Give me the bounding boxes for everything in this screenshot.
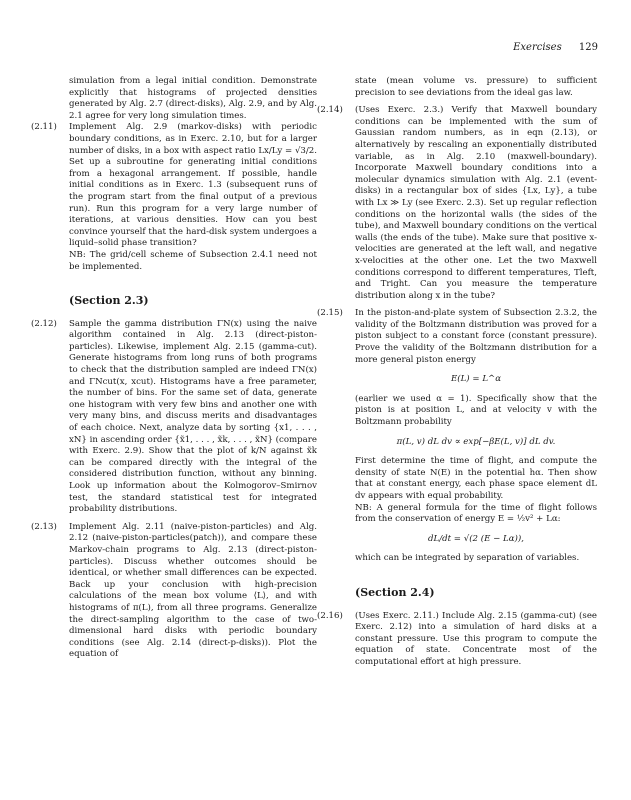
equation: π(L, v) dL dv ∝ exp[−βE(L, v)] dL dv.: [396, 436, 556, 447]
exercise-number: (2.12): [31, 318, 57, 329]
exercise-text: Implement Alg. 2.9 (markov-disks) with periodic boundary conditions, as in Exerc. 2.10, but for a larger number of disks, in a box with aspect ratio Lx/Ly = √3/2. Set up a subroutine for generating initial conditions from a hexagonal arrangement. If possible, handle initial conditions as in Exerc. 1.3 (subsequent runs of the program start from the final output of a previous run). Run this program for a very large number of iterations, at various densities. How can you best convince yourself that the hard-disk system undergoes a liquid–solid phase transition?: [69, 122, 317, 249]
right-column: [317, 76, 597, 669]
equation: dL/dt = √(2 (E − Lα)),: [428, 533, 524, 544]
continued-text: state (mean volume vs. pressure) to sufficient precision to see deviations from the ideal gas law.: [355, 76, 597, 98]
exercise-number: (2.16): [317, 610, 343, 621]
exercise-number: (2.14): [317, 105, 343, 116]
exercise-2-11: [31, 122, 317, 273]
exercise-text: In the piston-and-plate system of Subsection 2.3.2, the validity of the Boltzmann distribution was proved for a piston subject to a constant force (constant pressure). Prove the validity of the Boltzmann distribution for a more general piston energy: [355, 308, 597, 365]
running-head: Exercises: [513, 42, 562, 53]
continued-text: simulation from a legal initial condition. Demonstrate explicitly that histograms of projected densities generated by Alg. 2.7 (direct-disks), Alg. 2.9, and by Alg. 2.1 agree for very long simulation times.: [69, 76, 317, 121]
equation: E(L) = L^α: [450, 374, 502, 385]
page-header: [513, 42, 598, 53]
left-column: [31, 76, 317, 661]
exercise-2-15: [317, 308, 597, 565]
exercise-text: (Uses Exerc. 2.3.) Verify that Maxwell boundary conditions can be implemented with the sum of Gaussian random numbers, as in eqn (2.13), or alternatively by rescaling an exponentially distributed variable, as in Alg. 2.10 (maxwell-boundary). Incorporate Maxwell boundary conditions into a molecular dynamics simulation with Alg. 2.1 (event-disks) in a rectangular box of sides {Lx, Ly}, a tube with Lx ≫ Ly (see Exerc. 2.3). Set up regular reflection conditions on the horizontal walls (the sides of the tube), and Maxwell boundary conditions on the vertical walls (the ends of the tube). Make sure that positive x-velocities are generated at the left wall, and negative x-velocities at the other one. Let the two Maxwell conditions correspond to different temperatures, Tleft, and Tright. Can you measure the temperature distribution along x in the tube?: [355, 105, 597, 301]
exercise-text: First determine the time of flight, and compute the density of state N(E) in the potential hα. Then show that at constant energy, each phase space element dL dv appears with equal probability.: [355, 456, 597, 501]
exercise-text: (Uses Exerc. 2.11.) Include Alg. 2.15 (gamma-cut) (see Exerc. 2.12) into a simulation of hard disks at a constant pressure. Use this program to compute the equation of state. Concentrate most of the computational effort at high pressure.: [355, 610, 597, 667]
exercise-2-16: [317, 611, 597, 669]
exercise-text: Implement Alg. 2.11 (naive-piston-particles) and Alg. 2.12 (naive-piston-particles(patch)), and compare these Markov-chain programs to Alg. 2.13 (direct-piston-particles). Discuss whether outcomes should be identical, or whether small differences can be expected. Back up your conclusion with high-precision calculations of the mean box volume ⟨L⟩, and with histograms of π(L), from all three programs. Generalize the direct-sampling algorithm to the case of two-dimensional hard disks with periodic boundary conditions (see Alg. 2.14 (direct-p-disks)). Plot the equation of: [69, 521, 317, 660]
exercise-2-14: [317, 105, 597, 302]
page-number: 129: [578, 42, 598, 53]
exercise-text: which can be integrated by separation of variables.: [355, 553, 580, 564]
exercise-text: (earlier we used α = 1). Specifically show that the piston is at position L, and at velocity v with the Boltzmann probability: [355, 393, 597, 428]
exercise-note: NB: A general formula for the time of flight follows from the conservation of energy E = ½v² + Lα:: [355, 502, 597, 525]
section-heading: (Section 2.4): [355, 585, 435, 599]
exercise-text: Sample the gamma distribution ΓN(x) using the naive algorithm contained in Alg. 2.13 (direct-piston-particles). Likewise, implement Alg. 2.15 (gamma-cut). Generate histograms from long runs of both programs to check that the distribution sampled are indeed ΓN(x) and ΓNcut(x, xcut). Histograms have a free parameter, the number of bins. For the same set of data, generate one histogram with very few bins and another one with very many bins, and discuss merits and disadvantages of each choice. Next, analyze data by sorting {x1, . . . , xN} in ascending order {x̃1, . . . , x̃k, . . . , x̃N} (compare with Exerc. 2.9). Show that the plot of k/N against x̃k can be compared directly with the integral of the considered distribution function, without any binning. Look up information about the Kolmogorov–Smirnov test, the standard statistical test for integrated probability distributions.: [69, 318, 317, 515]
exercise-note: NB: The grid/cell scheme of Subsection 2.4.1 need not be implemented.: [69, 249, 317, 272]
exercise-2-13: [31, 522, 317, 661]
exercise-2-12: [31, 319, 317, 516]
section-heading: (Section 2.3): [69, 294, 149, 308]
exercise-number: (2.15): [317, 308, 343, 319]
exercise-number: (2.11): [31, 122, 57, 133]
exercise-number: (2.13): [31, 521, 57, 532]
